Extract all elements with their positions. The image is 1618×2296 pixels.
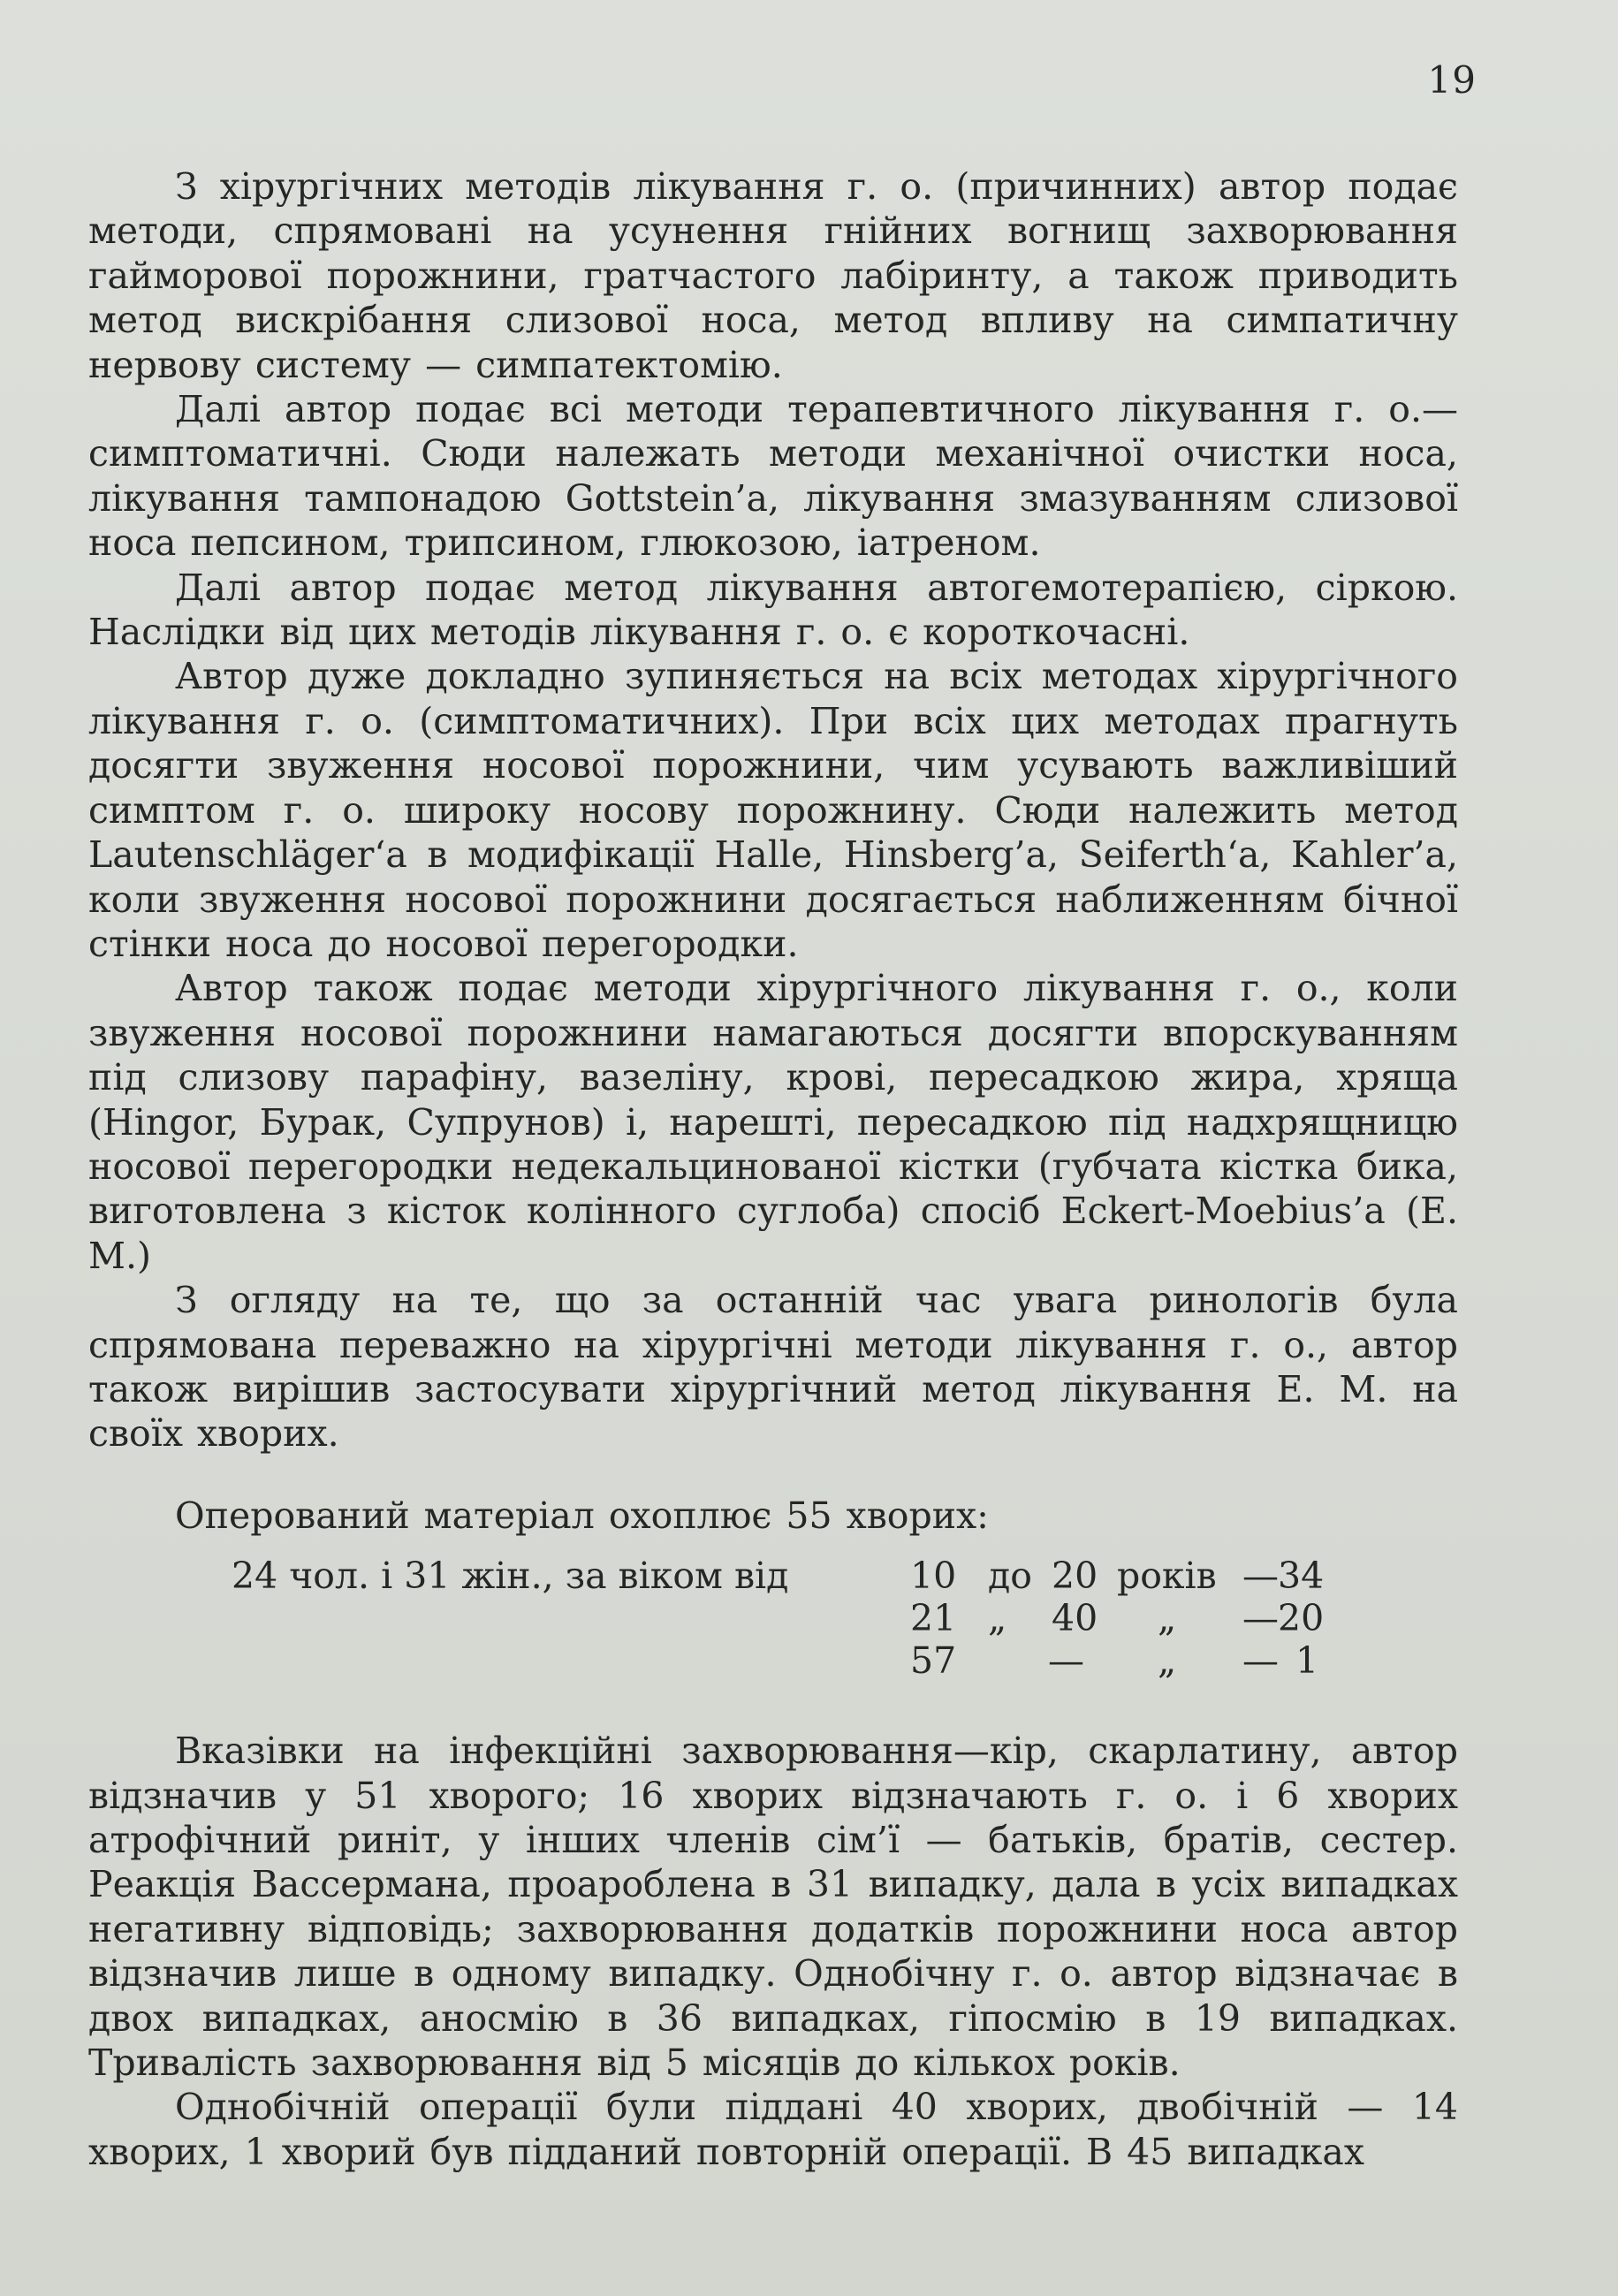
paragraph-injection-methods: Автор також подає методи хірургічного лікування г. о., коли звуження носової порожнини намагаються досягти впорскуванням під слизову парафіну, вазеліну, крові, пересадкою жира, хряща (Hingor, Бурак, Супрунов) і, нарешті, пересадкою під надхрящницю носової перегородки недекальцинованої кістки (губчата кістка бика, виготовлена з кісток колінного суглоба) спосіб Eckert-Moebius’a (Е. М.) [88, 967, 1458, 1277]
age-dash: — [1242, 1597, 1279, 1640]
paragraph-anamnesis: Вказівки на інфекційні захворювання—кір, скарлатину, автор відзначив у 51 хворого; 16 хворих відзначають г. о. і 6 хворих атрофічний риніт, у інших членів сім’ї — батьків, братів, сестер. Реакція Вассермана, проароблена в 31 випадку, дала в усіх випадках негативну відповідь; захворювання додатків порожнини носа автор відзначив лише в одному випадку. Однобічну г. о. автор відзначає в двох випадках, аносмію в 36 випадках, гіпосмію в 19 випадках. Тривалість захворювання від 5 місяців до кількох років. [88, 1730, 1458, 2085]
paragraph-surgical-causal: З хірургічних методів лікування г. о. (причинних) автор подає методи, спрямовані на усунення гнійних вогнищ захворювання гайморової порожнини, гратчастого лабіринту, а також приводить метод вискрібання слизової носа, метод впливу на симпатичну нервову систему — симпатектомію. [88, 165, 1458, 386]
age-unit: років [1117, 1555, 1217, 1598]
body-text [88, 164, 1458, 2174]
age-unit: „ [1158, 1597, 1177, 1640]
paragraph-therapeutic: Далі автор подає всі методи терапевтичного лікування г. о.— симптоматичні. Сюди належать методи механічної очистки носа, лікування тампонадою Gottstein’a, лікування змазуванням слизової носа пепсином, трипсином, глюкозою, іатреном. [88, 388, 1458, 565]
paragraph-operations: Однобічній операції були піддані 40 хворих, двобічній — 14 хворих, 1 хворий був підданий повторній операції. В 45 випадках [88, 2086, 1458, 2173]
age-sep: — [1048, 1639, 1084, 1683]
age-from: 21 [910, 1597, 957, 1640]
age-count: 20 [1278, 1597, 1325, 1640]
age-sep: до [988, 1555, 1032, 1598]
age-from: 10 [910, 1555, 957, 1598]
paragraph-rationale: З огляду на те, що за останній час увага ринологів була спрямована переважно на хірургічні методи лікування г. о., автор також вирішив застосувати хірургічний метод лікування Е. М. на своїх хворих. [88, 1279, 1458, 1456]
age-unit: „ [1158, 1639, 1177, 1683]
age-table-prefix: 24 чол. і 31 жін., за віком від [232, 1555, 789, 1598]
age-to: 20 [1052, 1555, 1098, 1598]
paragraph-autohemotherapy: Далі автор подає метод лікування автогемотерапією, сіркою. Наслідки від цих методів лікування г. о. є короткочасні. [88, 566, 1458, 654]
age-count: 34 [1278, 1555, 1325, 1598]
age-from: 57 [910, 1639, 957, 1683]
age-distribution-table [88, 1554, 1458, 1686]
age-sep: „ [988, 1597, 1007, 1640]
material-intro: Оперований матеріал охоплює 55 хворих: [175, 1494, 989, 1537]
paragraph-surgical-symptomatic: Автор дуже докладно зупиняється на всіх методах хірургічного лікування г. о. (симптоматичних). При всіх цих методах прагнуть досягти звуження носової порожнини, чим усувають важливіший симптом г. о. широку носову порожнину. Сюди належить метод Lautenschläger‘a в модифікації Halle, Hinsberg’a, Seiferth‘a, Kahler’a, коли звуження носової порожнини досягається наближенням бічної стінки носа до носової перегородки. [88, 655, 1458, 965]
age-dash: — [1242, 1639, 1279, 1683]
page-number: 19 [1427, 58, 1477, 102]
age-dash: — [1242, 1555, 1279, 1598]
age-count: 1 [1295, 1639, 1319, 1683]
age-to: 40 [1052, 1597, 1098, 1640]
